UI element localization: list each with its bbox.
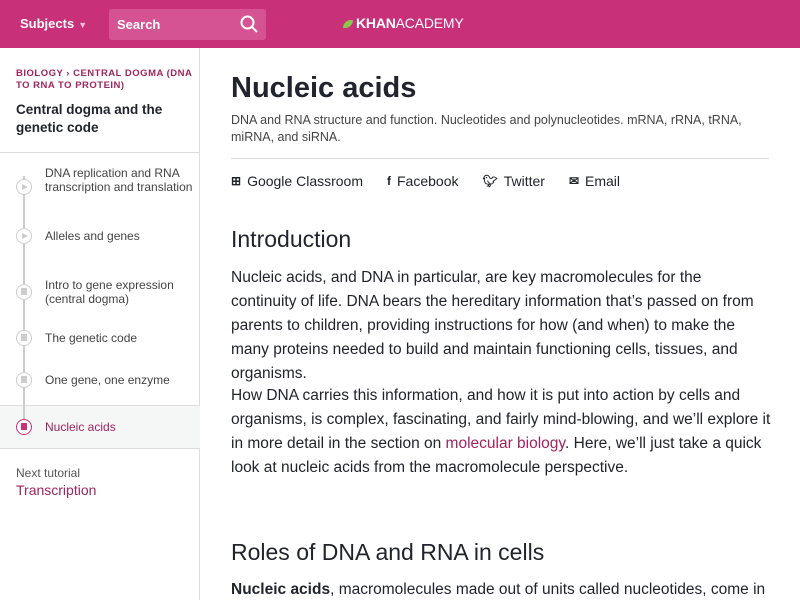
email-button[interactable] bbox=[569, 173, 620, 189]
tutorial-title[interactable]: Central dogma and the genetic code bbox=[16, 102, 163, 135]
paragraph bbox=[231, 578, 771, 602]
section-heading: Introduction bbox=[231, 226, 352, 252]
facebook-button[interactable] bbox=[387, 173, 458, 189]
molecular-biology-link[interactable]: molecular biology bbox=[445, 435, 566, 452]
list-item[interactable] bbox=[0, 153, 200, 221]
subjects-label: Subjects bbox=[20, 16, 75, 31]
list-item[interactable] bbox=[0, 221, 200, 261]
item-label: Alleles and genes bbox=[45, 229, 140, 243]
caret-down-icon: ▼ bbox=[78, 20, 88, 30]
plus-box-icon: ⊞ bbox=[231, 174, 242, 188]
google-classroom-button[interactable] bbox=[231, 173, 363, 189]
tutorial-list bbox=[0, 152, 200, 449]
list-item[interactable] bbox=[0, 319, 200, 361]
next-tutorial-link[interactable]: Transcription bbox=[16, 482, 97, 498]
paragraph bbox=[231, 384, 771, 480]
facebook-icon: f bbox=[387, 174, 391, 188]
breadcrumb[interactable]: BIOLOGY › CENTRAL DOGMA (DNA TO RNA TO PROTEIN) bbox=[16, 68, 193, 91]
page-description: DNA and RNA structure and function. Nucleotides and polynucleotides. mRNA, rRNA, tRNA, miRNA, and siRNA. bbox=[231, 113, 742, 144]
share-bar bbox=[231, 158, 769, 189]
next-tutorial bbox=[16, 466, 96, 498]
article-icon bbox=[16, 330, 32, 346]
top-bar bbox=[0, 0, 800, 48]
logo-bold: KHAN bbox=[356, 15, 396, 31]
play-icon bbox=[16, 228, 32, 244]
sidebar bbox=[0, 48, 200, 600]
play-icon bbox=[16, 179, 32, 195]
next-tutorial-label: Next tutorial bbox=[16, 466, 81, 480]
share-label: Facebook bbox=[397, 173, 459, 189]
share-label: Google Classroom bbox=[247, 173, 363, 189]
search-icon[interactable] bbox=[240, 15, 258, 33]
article-icon bbox=[16, 284, 32, 300]
item-label: Intro to gene expression (central dogma) bbox=[45, 278, 174, 306]
progress-line bbox=[23, 176, 25, 426]
text: How DNA carries this information, and how it is put into action by cells and organisms, is complex, fascinating, and fairly mind-blowing, and we’ll explore it in more detail in the section on bbox=[231, 387, 771, 452]
text: . Here, we’ll just take a quick look at nucleic acids from the macromolecule perspective. bbox=[231, 435, 762, 476]
logo-rest: ACADEMY bbox=[395, 15, 464, 31]
list-item[interactable] bbox=[0, 361, 200, 405]
page-title: Nucleic acids bbox=[231, 72, 417, 104]
khan-academy-logo[interactable] bbox=[343, 15, 464, 31]
search-input[interactable] bbox=[109, 9, 266, 40]
section-heading: Roles of DNA and RNA in cells bbox=[231, 539, 545, 565]
item-label: DNA replication and RNA transcription and translation bbox=[45, 166, 193, 194]
subjects-menu[interactable] bbox=[20, 16, 87, 31]
share-label: Twitter bbox=[503, 173, 545, 189]
leaf-icon bbox=[343, 20, 353, 28]
search-placeholder: Search bbox=[117, 17, 161, 32]
article-icon bbox=[16, 419, 32, 435]
bold-term: Nucleic acids bbox=[231, 581, 331, 598]
item-label: The genetic code bbox=[45, 331, 138, 345]
twitter-icon: 🐦︎ bbox=[482, 174, 498, 188]
article-icon bbox=[16, 372, 32, 388]
paragraph: Nucleic acids, and DNA in particular, are key macromolecules for the continuity of life. DNA bears the hereditary information that’s passed on from parents to children, providing instructions for how (and when) to make the many proteins needed to build and maintain functioning cells, tissues, and organisms. bbox=[231, 269, 754, 382]
share-label: Email bbox=[585, 173, 621, 189]
list-item-active[interactable] bbox=[0, 405, 200, 449]
item-label: One gene, one enzyme bbox=[45, 373, 170, 387]
email-icon: ✉ bbox=[568, 174, 580, 188]
list-item[interactable] bbox=[0, 261, 200, 319]
text: , macromolecules made out of units called nucleotides, come in bbox=[330, 581, 766, 598]
twitter-button[interactable] bbox=[482, 173, 544, 189]
item-label: Nucleic acids bbox=[45, 420, 116, 434]
